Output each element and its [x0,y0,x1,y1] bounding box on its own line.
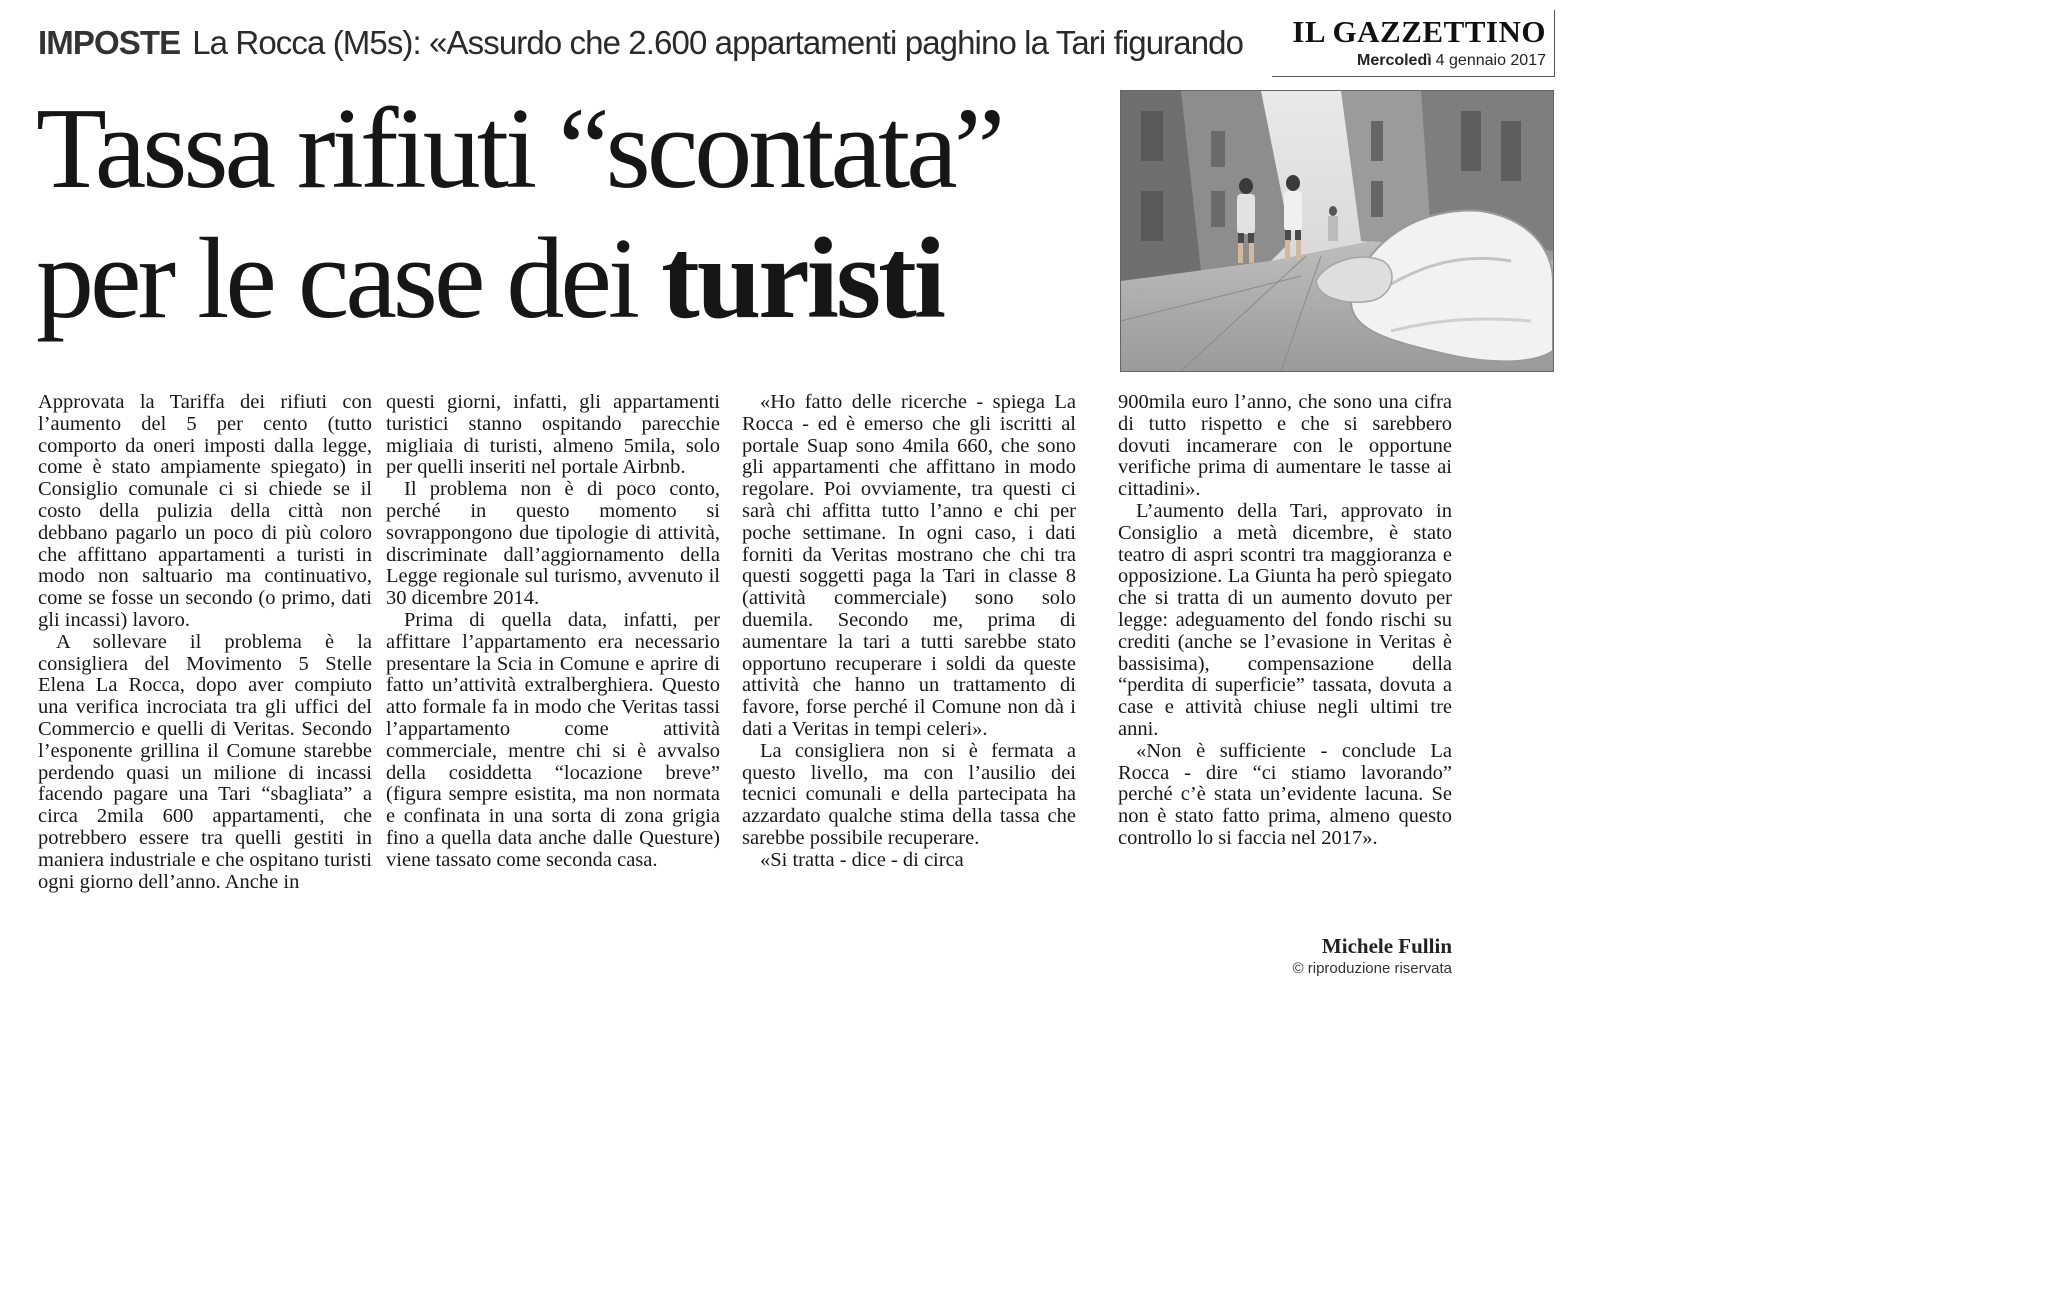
headline-line-2-bold: turisti [661,215,944,343]
masthead-weekday: Mercoledì [1356,52,1432,69]
masthead [1272,10,1555,77]
kicker [38,18,1268,68]
paragraph: «Ho fatto delle ricerche - spiega La Rocca - ed è emerso che gli iscritti al portale Suap sono 4mila 660, che sono gli appartamenti che affittano in modo regolare. Poi ovviamente, tra questi ci sarà chi affitta tutto l’anno e chi per poche settimane. In ogni caso, i dati forniti da Veritas mostrano che chi tra questi soggetti paga la Tari in classe 8 (attività commerciale) sono solo duemila. Secondo me, prima di aumentare la tari a tutti sarebbe stato opportuno recuperare i soldi da queste attività che hanno un trattamento di favore, forse perché il Comune non dà i dati a Veritas in tempi celeri». [742,391,1076,740]
paragraph: Il problema non è di poco conto, perché in questo momento si sovrappongono due tipologie di attività, discriminate dall’aggiornamento della Legge regionale sul turismo, avvenuto il 30 dicembre 2014. [386,478,720,610]
byline: Michele Fullin [1321,934,1452,958]
copyright-notice: © riproduzione riservata [1292,960,1452,977]
street-photo-image [1121,91,1553,371]
kicker-text: La Rocca (M5s): «Assurdo che 2.600 appartamenti paghino la Tari figurando [192,24,1244,61]
paragraph: questi giorni, infatti, gli appartamenti turistici stanno ospitando parecchie migliaia di turisti, almeno 5mila, solo per quelli inseriti nel portale Airbnb. [386,391,720,479]
paragraph: La consigliera non si è fermata a questo livello, ma con l’ausilio dei tecnici comunali e della partecipata ha azzardato qualche stima della tassa che sarebbe possibile recuperare. [742,739,1076,849]
paragraph: Approvata la Tariffa dei rifiuti con l’aumento del 5 per cento (tutto comporto da oneri imposti dalla legge, come è stato ampiamente spiegato) in Consiglio comunale ci si chiede se il costo della pulizia della città non debbano pagarlo un poco di più coloro che affittano appartamenti a turisti in modo non saltuario ma continuativo, come se fosse un secondo (o primo, dati gli incassi) lavoro. [38,391,372,631]
paragraph: «Non è sufficiente - conclude La Rocca - dire “ci stiamo lavorando” perché c’è stata un’evidente lacuna. Se non è stato fatto prima, almeno questo controllo lo si faccia nel 2017». [1118,739,1452,849]
headline-line-2-regular: per le case dei [36,215,637,343]
paragraph: L’aumento della Tari, approvato in Consiglio a metà dicembre, è stato teatro di aspri scontri tra maggioranza e opposizione. La Giunta ha però spiegato che si tratta di un aumento dovuto per legge: adeguamento del fondo rischi su crediti (anche se l’evasione in Veritas è bassisima), compensazione della “perdita di superficie” tassata, dovuta a case e attività chiuse negli ultimi tre anni. [1118,499,1452,740]
headline [36,84,1111,344]
article-column-1 [38,392,372,893]
headline-line-1: Tassa rifiuti “scontata” [36,85,1002,213]
masthead-date-text: 4 gennaio 2017 [1435,52,1546,69]
article-column-4 [1118,392,1452,850]
kicker-section: IMPOSTE [38,24,181,61]
masthead-name: IL GAZZETTINO [1292,14,1546,49]
masthead-date [1357,52,1546,70]
paragraph: Prima di quella data, infatti, per affittare l’appartamento era necessario presentare la Scia in Comune e aprire di fatto un’attività extralberghiera. Questo atto formale fa in modo che Veritas tassi l’appartamento come attività commerciale, mentre chi si è avvalso della cosiddetta “locazione breve” (figura sempre esistita, ma non normata e confinata in una sorta di zona grigia fino a quella data anche dalle Questure) viene tassato come seconda casa. [386,608,720,871]
headline-line-2 [36,214,1111,344]
paragraph: «Si tratta - dice - di circa [760,848,964,871]
street-photo [1120,90,1554,372]
article-column-2 [386,392,720,872]
paragraph: 900mila euro l’anno, che sono una cifra di tutto rispetto e che si sarebbero dovuti incamerare con le opportune verifiche prima di aumentare le tasse ai cittadini». [1118,391,1452,501]
article-column-3 [742,392,1076,872]
paragraph: A sollevare il problema è la consigliera del Movimento 5 Stelle Elena La Rocca, dopo aver compiuto una verifica incrociata tra gli uffici del Commercio e quelli di Veritas. Secondo l’esponente grillina il Comune starebbe perdendo quasi un milione di incassi facendo pagare una Tari “sbagliata” a circa 2mila 600 appartamenti, che potrebbero essere tra quelli gestiti in maniera industriale e che ospitano turisti ogni giorno dell’anno. Anche in [38,630,372,893]
